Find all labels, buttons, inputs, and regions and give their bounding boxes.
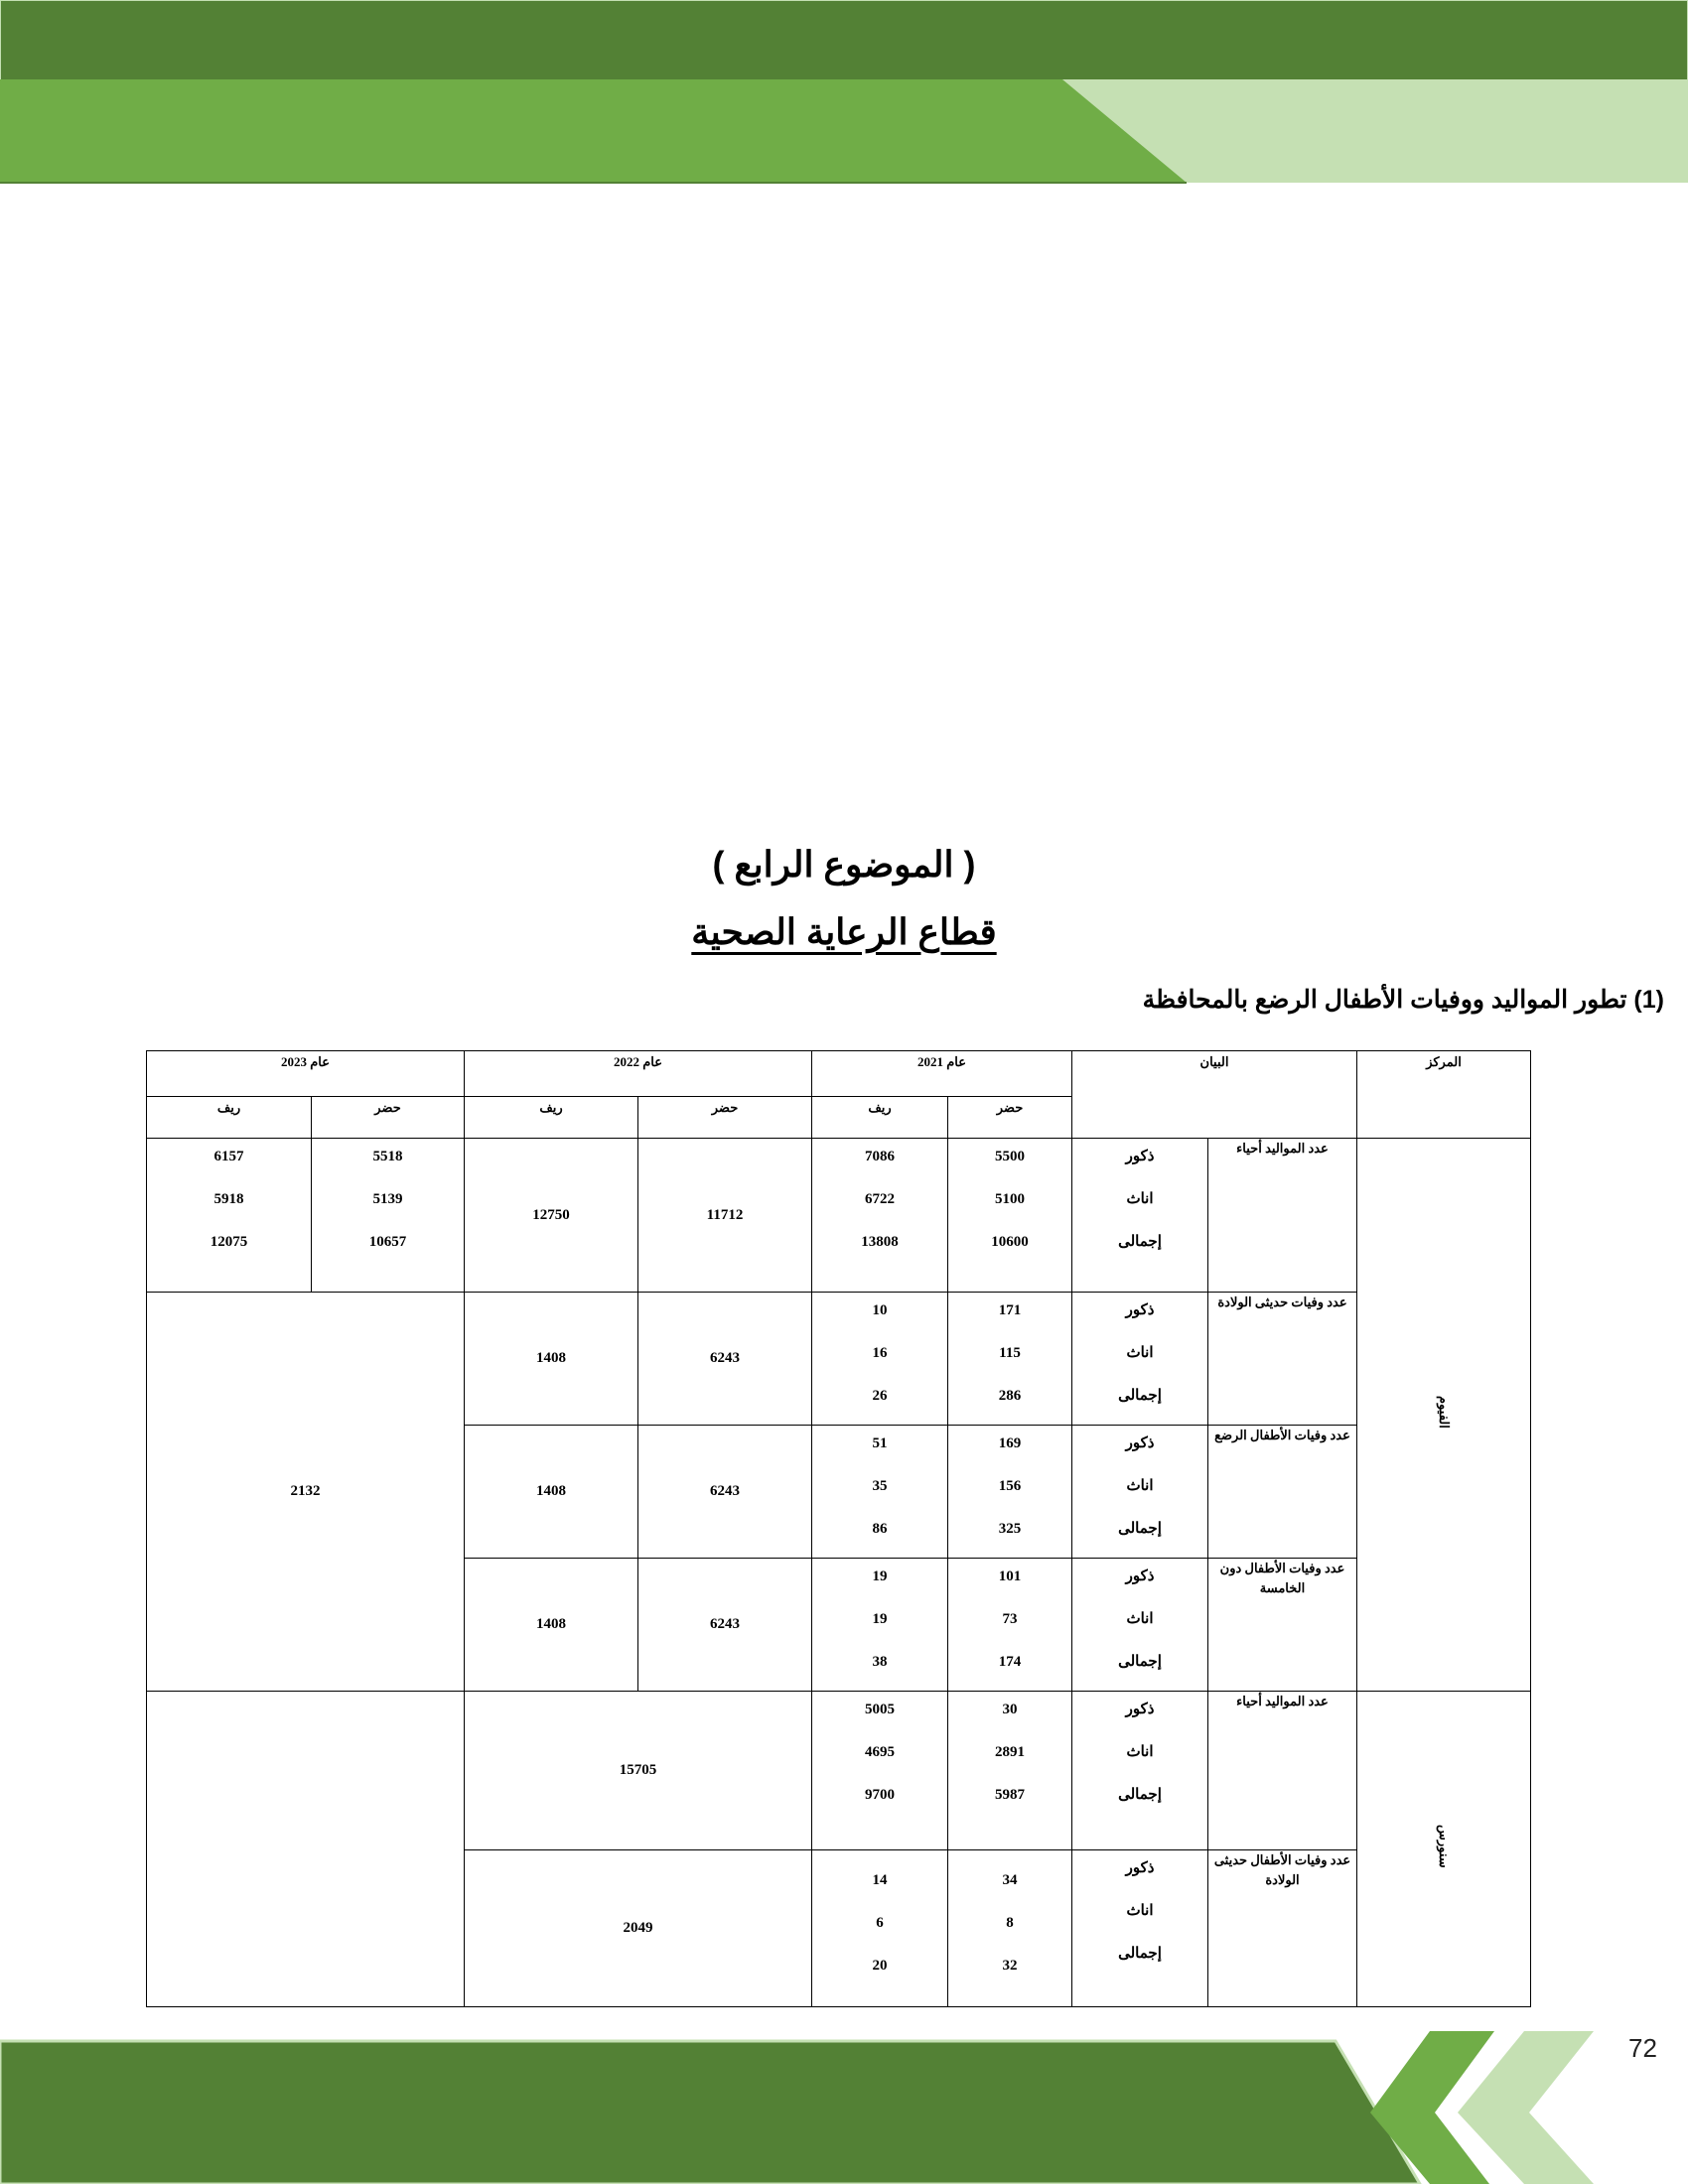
sex-labels: ذكور اناث إجمالى (1072, 1139, 1208, 1293)
cell-2022-urban: 6243 (638, 1426, 812, 1559)
header-year-2023: عام 2023 (147, 1051, 465, 1097)
sex-labels: ذكور اناث إجمالى (1072, 1692, 1208, 1850)
cell-2023-rural: 6157 5918 12075 (147, 1139, 312, 1293)
cell-2021-rural: 7086 6722 13808 (812, 1139, 948, 1293)
row-label: عدد وفيات حديثى الولادة (1208, 1293, 1357, 1426)
cell-2023-deaths: 2132 (147, 1293, 465, 1692)
cell-2022: 2049 (465, 1850, 812, 2007)
cell-2023-empty (147, 1692, 465, 2007)
center-sinnuris: سنورس (1357, 1692, 1531, 2007)
cell-2021-urban: 30 2891 5987 (948, 1692, 1072, 1850)
page-number: 72 (1628, 2033, 1657, 2063)
header-center: المركز (1357, 1051, 1531, 1139)
sector-heading (0, 911, 1688, 953)
sector-heading-text: قطاع الرعاية الصحية (691, 911, 997, 952)
cell-2022-urban: 6243 (638, 1559, 812, 1692)
cell-2021-urban: 5500 5100 10600 (948, 1139, 1072, 1293)
row-label: عدد المواليد أحياء (1208, 1692, 1357, 1850)
cell-2022-rural: 1408 (465, 1559, 638, 1692)
cell-2021-urban: 101 73 174 (948, 1559, 1072, 1692)
sex-labels: ذكور اناث إجمالى (1072, 1850, 1208, 2007)
cell-2021-rural: 14 6 20 (812, 1850, 948, 2007)
cell-2022-rural: 1408 (465, 1426, 638, 1559)
header-statement: البيان (1072, 1051, 1357, 1139)
top-banner (0, 0, 1688, 189)
sex-labels: ذكور اناث إجمالى (1072, 1559, 1208, 1692)
row-label: عدد وفيات الأطفال الرضع (1208, 1426, 1357, 1559)
row-label: عدد وفيات الأطفال حديثى الولادة (1208, 1850, 1357, 2007)
cell-2022-urban: 11712 (638, 1139, 812, 1293)
births-deaths-table (146, 1050, 1531, 2007)
header-2022-urban: حضر (638, 1097, 812, 1139)
table-title: (1) تطور المواليد ووفيات الأطفال الرضع بالمحافظة (1142, 986, 1664, 1014)
header-year-2022: عام 2022 (465, 1051, 812, 1097)
cell-2021-rural: 51 35 86 (812, 1426, 948, 1559)
header-2023-urban: حضر (312, 1097, 465, 1139)
row-label: عدد وفيات الأطفال دون الخامسة (1208, 1559, 1357, 1692)
topic-heading: ( الموضوع الرابع ) (712, 844, 976, 885)
cell-2021-rural: 19 19 38 (812, 1559, 948, 1692)
cell-2021-rural: 5005 4695 9700 (812, 1692, 948, 1850)
cell-2022-rural: 12750 (465, 1139, 638, 1293)
row-label: عدد المواليد أحياء (1208, 1139, 1357, 1293)
cell-2022: 15705 (465, 1692, 812, 1850)
banner-dark-band (0, 0, 1688, 81)
header-2021-urban: حضر (948, 1097, 1072, 1139)
header-2022-rural: ريف (465, 1097, 638, 1139)
cell-2021-rural: 10 16 26 (812, 1293, 948, 1426)
cell-2021-urban: 171 115 286 (948, 1293, 1072, 1426)
header-year-2021: عام 2021 (812, 1051, 1072, 1097)
banner-mid-band (0, 79, 1187, 183)
footer-banner (0, 2025, 1688, 2184)
cell-2023-urban: 5518 5139 10657 (312, 1139, 465, 1293)
sex-labels: ذكور اناث إجمالى (1072, 1293, 1208, 1426)
cell-2021-urban: 34 8 32 (948, 1850, 1072, 2007)
sex-labels: ذكور اناث إجمالى (1072, 1426, 1208, 1559)
cell-2022-rural: 1408 (465, 1293, 638, 1426)
footer-dark-band (0, 2041, 1420, 2184)
center-fayoum: الفيوم (1357, 1139, 1531, 1692)
header-2021-rural: ريف (812, 1097, 948, 1139)
header-2023-rural: ريف (147, 1097, 312, 1139)
chevron-light-icon (1458, 2031, 1594, 2184)
cell-2021-urban: 169 156 325 (948, 1426, 1072, 1559)
cell-2022-urban: 6243 (638, 1293, 812, 1426)
